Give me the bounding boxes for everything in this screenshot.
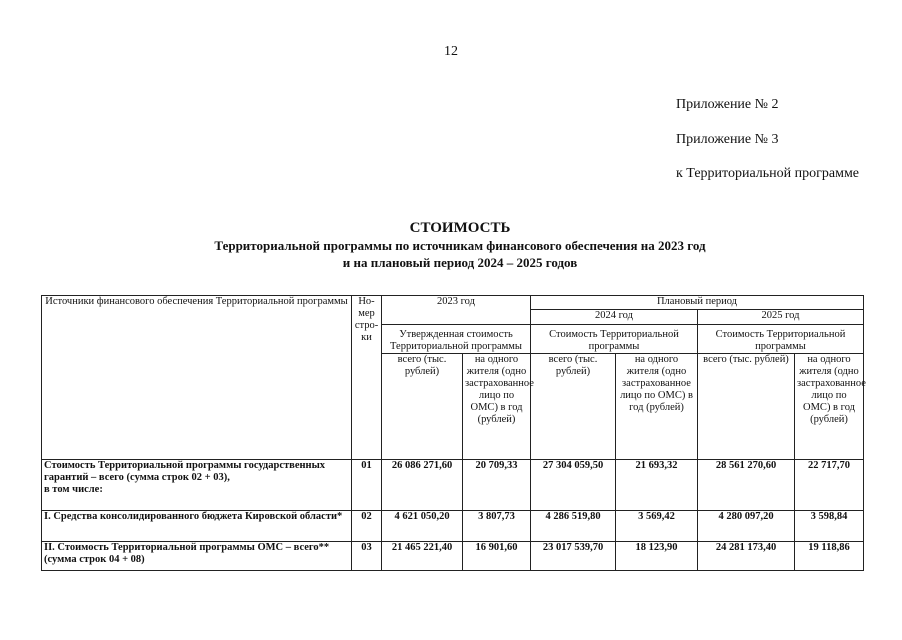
header-2023: 2023 год bbox=[382, 296, 531, 325]
header-2025: 2025 год bbox=[698, 310, 864, 325]
header-line-number-2: мер bbox=[358, 308, 375, 319]
cell-per-capita-2024: 21 693,32 bbox=[616, 460, 698, 511]
header-line-number bbox=[352, 296, 382, 460]
row-label: I. Средства консолидированного бюджета Кировской области* bbox=[42, 511, 352, 542]
header-total-2025: всего (тыс. рублей) bbox=[698, 354, 795, 460]
row-line-number: 03 bbox=[352, 542, 382, 571]
header-approved-cost: Утвержденная стоимость Территориальной программы bbox=[382, 325, 531, 354]
title-main: СТОИМОСТЬ bbox=[409, 220, 511, 236]
cell-total-2023: 4 621 050,20 bbox=[382, 511, 463, 542]
row-sublabel-text: в том числе: bbox=[44, 484, 103, 495]
header-line-number-3: стро- bbox=[354, 320, 379, 331]
cell-total-2024: 23 017 539,70 bbox=[531, 542, 616, 571]
appendix-line-3: к Территориальной программе bbox=[676, 166, 860, 181]
page-number: 12 bbox=[444, 44, 458, 59]
cost-table bbox=[41, 295, 864, 571]
cell-total-2023: 26 086 271,60 bbox=[382, 460, 463, 511]
title-line-2: Территориальной программы по источникам финансового обеспечения на 2023 год bbox=[214, 238, 706, 253]
cell-per-capita-2023: 16 901,60 bbox=[463, 542, 531, 571]
appendix-line-1: Приложение № 2 bbox=[676, 97, 779, 112]
cell-per-capita-2023: 20 709,33 bbox=[463, 460, 531, 511]
cell-per-capita-2024: 18 123,90 bbox=[616, 542, 698, 571]
cell-per-capita-2025: 3 598,84 bbox=[795, 511, 864, 542]
cell-total-2023: 21 465 221,40 bbox=[382, 542, 463, 571]
row-label: II. Стоимость Территориальной программы ОМС – всего** (сумма строк 04 + 08) bbox=[42, 542, 352, 571]
cell-per-capita-2025: 22 717,70 bbox=[795, 460, 864, 511]
header-per-capita-2025: на одного жителя (одно застрахованное лицо по ОМС) в год (рублей) bbox=[795, 354, 864, 460]
header-line-number-4: ки bbox=[361, 332, 372, 343]
row-label bbox=[42, 460, 352, 511]
cell-per-capita-2025: 19 118,86 bbox=[795, 542, 864, 571]
cell-total-2024: 4 286 519,80 bbox=[531, 511, 616, 542]
header-2024: 2024 год bbox=[531, 310, 698, 325]
row-label-text: Стоимость Территориальной программы государственных гарантий – всего (сумма строк 02 + 03), bbox=[44, 460, 326, 483]
table-row bbox=[42, 460, 864, 511]
header-planned-period: Плановый период bbox=[531, 296, 864, 310]
table-row bbox=[42, 511, 864, 542]
header-sources: Источники финансового обеспечения Территориальной программы bbox=[42, 296, 352, 460]
header-total-2023: всего (тыс. рублей) bbox=[382, 354, 463, 460]
cell-total-2025: 4 280 097,20 bbox=[698, 511, 795, 542]
cell-total-2025: 24 281 173,40 bbox=[698, 542, 795, 571]
appendix-line-2: Приложение № 3 bbox=[676, 132, 779, 147]
cell-per-capita-2024: 3 569,42 bbox=[616, 511, 698, 542]
cell-per-capita-2023: 3 807,73 bbox=[463, 511, 531, 542]
header-line-number-1: Но- bbox=[358, 296, 375, 307]
document-title bbox=[0, 219, 902, 271]
title-line-3: и на плановый период 2024 – 2025 годов bbox=[342, 255, 578, 270]
header-cost-2025: Стоимость Территориальной программы bbox=[698, 325, 864, 354]
row-line-number: 02 bbox=[352, 511, 382, 542]
header-cost-2024: Стоимость Территориальной программы bbox=[531, 325, 698, 354]
cell-total-2025: 28 561 270,60 bbox=[698, 460, 795, 511]
table-row bbox=[42, 542, 864, 571]
row-line-number: 01 bbox=[352, 460, 382, 511]
header-total-2024: всего (тыс. рублей) bbox=[531, 354, 616, 460]
header-per-capita-2023: на одного жителя (одно застрахованное лицо по ОМС) в год (рублей) bbox=[463, 354, 531, 460]
cell-total-2024: 27 304 059,50 bbox=[531, 460, 616, 511]
header-per-capita-2024: на одного жителя (одно застрахованное лицо по ОМС) в год (рублей) bbox=[616, 354, 698, 460]
